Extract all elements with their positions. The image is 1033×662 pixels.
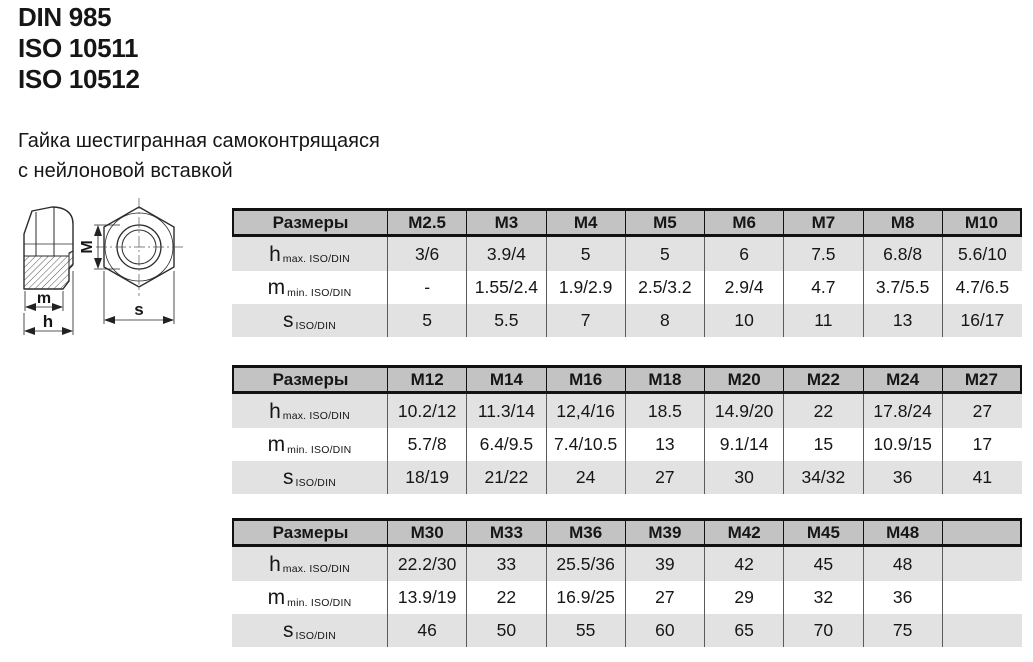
row-subscript: min. ISO/DIN	[287, 443, 352, 456]
table-corner-header: Размеры	[232, 518, 388, 547]
row-label-s	[232, 461, 388, 494]
col-header-m3: M3	[467, 208, 546, 237]
value-cell: 10.9/15	[864, 428, 943, 461]
table-corner-header: Размеры	[232, 208, 388, 237]
col-header-m30: M30	[388, 518, 467, 547]
col-header-m27: M27	[943, 365, 1022, 394]
row-subscript: max. ISO/DIN	[282, 410, 350, 422]
value-cell: 10	[705, 304, 784, 337]
value-cell: 2.5/3.2	[626, 271, 705, 304]
value-cell: 30	[705, 461, 784, 494]
col-header-m42: M42	[705, 518, 784, 547]
value-cell: 9.1/14	[705, 428, 784, 461]
value-cell: 50	[467, 614, 546, 647]
value-cell: 34/32	[784, 461, 863, 494]
value-cell: 10.2/12	[388, 394, 467, 428]
value-cell: 46	[388, 614, 467, 647]
col-header-m12: M12	[388, 365, 467, 394]
value-cell: 15	[784, 428, 863, 461]
value-cell: 27	[943, 394, 1022, 428]
col-header-m8: M8	[864, 208, 943, 237]
value-cell: 22.2/30	[388, 547, 467, 581]
standard-iso-10512: ISO 10512	[18, 64, 140, 94]
row-symbol: h	[269, 242, 281, 266]
row-label-s	[232, 614, 388, 647]
row-symbol: m	[267, 433, 286, 456]
value-cell: 12,4/16	[547, 394, 626, 428]
row-subscript: ISO/DIN	[295, 319, 336, 332]
value-cell: 27	[626, 581, 705, 614]
row-subscript: min. ISO/DIN	[287, 596, 352, 609]
value-cell: 4.7/6.5	[943, 271, 1022, 304]
col-header-m20: M20	[705, 365, 784, 394]
value-cell: 75	[864, 614, 943, 647]
value-cell: 6.4/9.5	[467, 428, 546, 461]
value-cell: 36	[864, 461, 943, 494]
dim-label-h: h	[42, 312, 54, 331]
value-cell: 4.7	[784, 271, 863, 304]
row-label-s	[232, 304, 388, 337]
value-cell: 48	[864, 547, 943, 581]
value-cell: 24	[547, 461, 626, 494]
row-label-h	[232, 547, 388, 581]
value-cell: 6	[705, 237, 784, 271]
value-cell: 6.8/8	[864, 237, 943, 271]
value-cell: 16/17	[943, 304, 1022, 337]
col-header-m4: M4	[547, 208, 626, 237]
value-cell	[943, 547, 1022, 581]
value-cell: 14.9/20	[705, 394, 784, 428]
standards-block	[18, 2, 140, 95]
value-cell: 42	[705, 547, 784, 581]
value-cell: 7	[547, 304, 626, 337]
dimensions-table-3	[232, 518, 1022, 647]
value-cell: 18.5	[626, 394, 705, 428]
row-label-m	[232, 271, 388, 304]
value-cell	[943, 581, 1022, 614]
value-cell: 55	[547, 614, 626, 647]
value-cell: 25.5/36	[547, 547, 626, 581]
value-cell: 17	[943, 428, 1022, 461]
col-header-m22: M22	[784, 365, 863, 394]
value-cell: 7.5	[784, 237, 863, 271]
col-header-empty	[943, 518, 1022, 547]
value-cell: 5	[626, 237, 705, 271]
dimensions-table-2	[232, 365, 1022, 494]
nut-top-view	[96, 198, 183, 296]
row-symbol: s	[283, 466, 294, 489]
value-cell: 21/22	[467, 461, 546, 494]
value-cell: 5	[388, 304, 467, 337]
value-cell: 32	[784, 581, 863, 614]
value-cell: 5	[547, 237, 626, 271]
row-subscript: ISO/DIN	[295, 476, 336, 489]
col-header-m2-5: M2.5	[388, 208, 467, 237]
value-cell: 5.7/8	[388, 428, 467, 461]
value-cell: 22	[467, 581, 546, 614]
value-cell: 41	[943, 461, 1022, 494]
value-cell: 17.8/24	[864, 394, 943, 428]
value-cell: 13	[626, 428, 705, 461]
value-cell: 11	[784, 304, 863, 337]
row-label-m	[232, 428, 388, 461]
nut-side-view	[24, 207, 73, 289]
value-cell: 2.9/4	[705, 271, 784, 304]
value-cell: 27	[626, 461, 705, 494]
value-cell: 22	[784, 394, 863, 428]
value-cell: 7.4/10.5	[547, 428, 626, 461]
value-cell: 5.5	[467, 304, 546, 337]
value-cell: 36	[864, 581, 943, 614]
col-header-m10: M10	[943, 208, 1022, 237]
col-header-m7: M7	[784, 208, 863, 237]
standard-din-985: DIN 985	[18, 2, 112, 32]
col-header-m36: M36	[547, 518, 626, 547]
value-cell: 39	[626, 547, 705, 581]
row-label-m	[232, 581, 388, 614]
row-symbol: m	[267, 276, 286, 299]
dim-label-s: s	[134, 300, 144, 319]
value-cell: 60	[626, 614, 705, 647]
value-cell: 18/19	[388, 461, 467, 494]
value-cell: 16.9/25	[547, 581, 626, 614]
product-title-line1: Гайка шестигранная самоконтрящаяся	[18, 130, 380, 152]
standard-iso-10511: ISO 10511	[18, 33, 139, 63]
col-header-m16: M16	[547, 365, 626, 394]
col-header-m39: M39	[626, 518, 705, 547]
col-header-m6: M6	[705, 208, 784, 237]
row-symbol: h	[269, 399, 281, 423]
value-cell: 13.9/19	[388, 581, 467, 614]
col-header-m18: M18	[626, 365, 705, 394]
value-cell: 3.7/5.5	[864, 271, 943, 304]
row-symbol: h	[269, 552, 281, 576]
row-label-h	[232, 394, 388, 428]
row-label-h	[232, 237, 388, 271]
col-header-m14: M14	[467, 365, 546, 394]
row-symbol: s	[283, 309, 294, 332]
value-cell: -	[388, 271, 467, 304]
product-title	[18, 126, 380, 186]
value-cell: 33	[467, 547, 546, 581]
product-title-line2: с нейлоновой вставкой	[18, 160, 233, 182]
dimensions-table-1	[232, 208, 1022, 337]
row-subscript: max. ISO/DIN	[282, 253, 350, 265]
value-cell: 45	[784, 547, 863, 581]
value-cell: 70	[784, 614, 863, 647]
col-header-m24: M24	[864, 365, 943, 394]
value-cell: 1.55/2.4	[467, 271, 546, 304]
row-subscript: ISO/DIN	[295, 629, 336, 642]
value-cell: 1.9/2.9	[547, 271, 626, 304]
col-header-m45: M45	[784, 518, 863, 547]
value-cell	[943, 614, 1022, 647]
row-subscript: max. ISO/DIN	[282, 563, 350, 575]
value-cell: 29	[705, 581, 784, 614]
col-header-m5: M5	[626, 208, 705, 237]
row-symbol: m	[267, 586, 286, 609]
col-header-m48: M48	[864, 518, 943, 547]
row-subscript: min. ISO/DIN	[287, 286, 352, 299]
dim-label-m: m	[36, 290, 52, 307]
table-corner-header: Размеры	[232, 365, 388, 394]
value-cell: 11.3/14	[467, 394, 546, 428]
col-header-m33: M33	[467, 518, 546, 547]
nut-technical-drawing	[2, 194, 232, 346]
dim-label-M: M	[79, 240, 96, 254]
value-cell: 3/6	[388, 237, 467, 271]
value-cell: 13	[864, 304, 943, 337]
value-cell: 8	[626, 304, 705, 337]
value-cell: 5.6/10	[943, 237, 1022, 271]
row-symbol: s	[283, 619, 294, 642]
value-cell: 3.9/4	[467, 237, 546, 271]
value-cell: 65	[705, 614, 784, 647]
